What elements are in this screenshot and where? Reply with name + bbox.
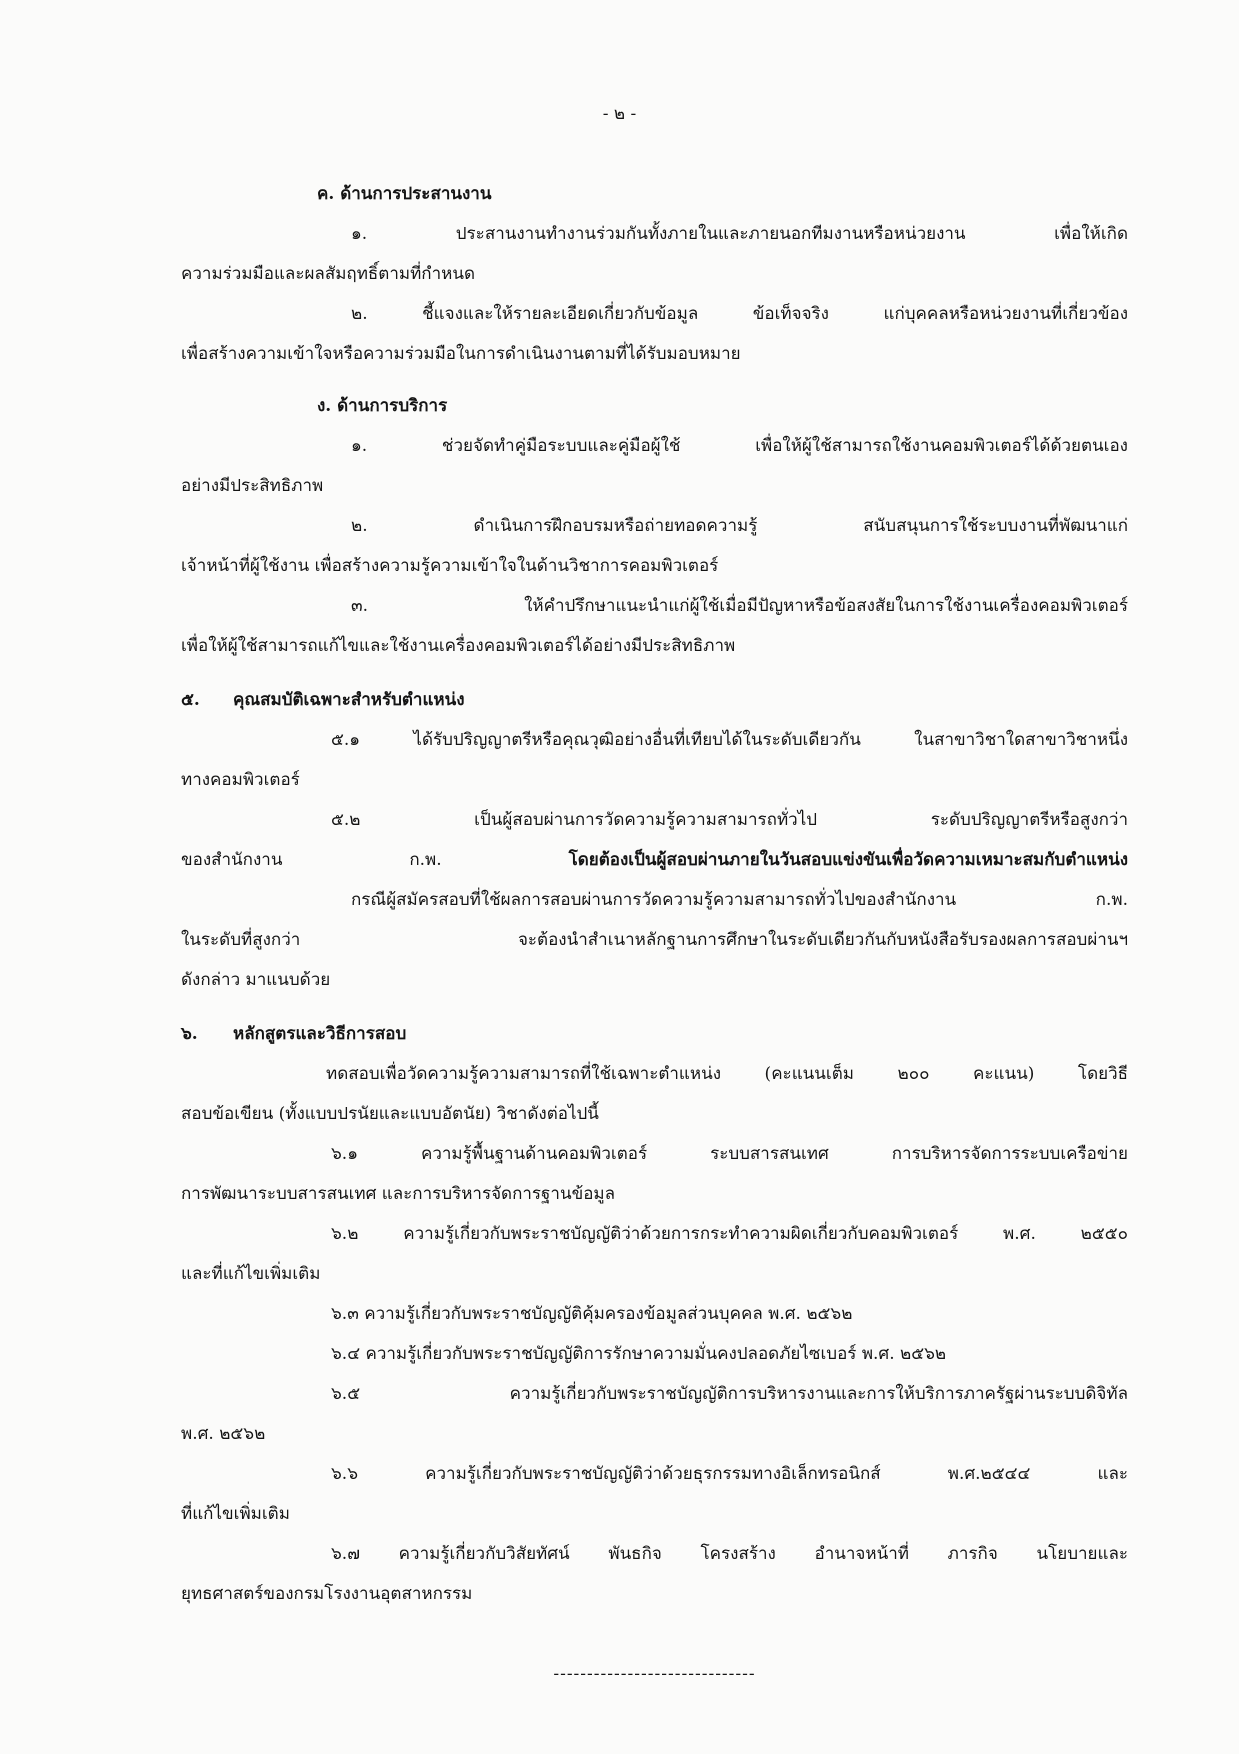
- section-6-item-6-line-2: ที่แก้ไขเพิ่มเติม: [181, 1504, 290, 1524]
- section-6-item-2-line-2: และที่แก้ไขเพิ่มเติม: [181, 1264, 321, 1284]
- section-5-item-2-line-2: [181, 840, 1128, 880]
- section-d-item-2-line-2: เจ้าหน้าที่ผู้ใช้งาน เพื่อสร้างความรู้ความเข้าใจในด้านวิชาการคอมพิวเตอร์: [181, 556, 719, 576]
- section-c-item-2-line-1: ๒. ชี้แจงและให้รายละเอียดเกี่ยวกับข้อมูล ข้อเท็จจริง แก่บุคคลหรือหน่วยงานที่เกี่ยวข้อง: [351, 304, 1128, 324]
- section-c-heading: ค. ด้านการประสานงาน: [317, 184, 492, 204]
- section-5-item-1-line-2: ทางคอมพิวเตอร์: [181, 770, 300, 790]
- section-5-title: คุณสมบัติเฉพาะสำหรับตำแหน่ง: [233, 690, 465, 710]
- section-6-item-7-line-2: ยุทธศาสตร์ของกรมโรงงานอุตสาหกรรม: [181, 1584, 473, 1604]
- section-5-number: ๕.: [181, 690, 200, 710]
- section-6-item-1-line-1: ๖.๑ ความรู้พื้นฐานด้านคอมพิวเตอร์ ระบบสารสนเทศ การบริหารจัดการระบบเครือข่าย: [331, 1144, 1128, 1164]
- section-5-item-1-line-1: ๕.๑ ได้รับปริญญาตรีหรือคุณวุฒิอย่างอื่นที่เทียบได้ในระดับเดียวกัน ในสาขาวิชาใดสาขาวิชาหนึ่ง: [331, 730, 1128, 750]
- section-6-item-1-line-2: การพัฒนาระบบสารสนเทศ และการบริหารจัดการฐานข้อมูล: [181, 1184, 616, 1204]
- section-d-item-1-line-1: ๑. ช่วยจัดทำคู่มือระบบและคู่มือผู้ใช้ เพื่อให้ผู้ใช้สามารถใช้งานคอมพิวเตอร์ได้ด้วยตนเอง: [351, 436, 1128, 456]
- section-6-item-7-line-1: ๖.๗ ความรู้เกี่ยวกับวิสัยทัศน์ พันธกิจ โครงสร้าง อำนาจหน้าที่ ภารกิจ นโยบายและ: [331, 1544, 1128, 1564]
- section-d-item-2-line-1: ๒. ดำเนินการฝึกอบรมหรือถ่ายทอดความรู้ สนับสนุนการใช้ระบบงานที่พัฒนาแก่: [351, 516, 1128, 536]
- section-6-item-5-line-1: ๖.๕ ความรู้เกี่ยวกับพระราชบัญญัติการบริหารงานและการให้บริการภาครัฐผ่านระบบดิจิทัล: [331, 1384, 1128, 1404]
- section-5-note-line-1: กรณีผู้สมัครสอบที่ใช้ผลการสอบผ่านการวัดความรู้ความสามารถทั่วไปของสำนักงาน ก.พ.: [351, 890, 1128, 910]
- section-6-item-6-line-1: ๖.๖ ความรู้เกี่ยวกับพระราชบัญญัติว่าด้วยธุรกรรมทางอิเล็กทรอนิกส์ พ.ศ.๒๕๔๔ และ: [331, 1464, 1128, 1484]
- section-6-title: หลักสูตรและวิธีการสอบ: [233, 1024, 407, 1044]
- section-5-item-2-line-1: ๕.๒ เป็นผู้สอบผ่านการวัดความรู้ความสามารถทั่วไป ระดับปริญญาตรีหรือสูงกว่า: [331, 810, 1128, 830]
- section-d-item-3-line-2: เพื่อให้ผู้ใช้สามารถแก้ไขและใช้งานเครื่องคอมพิวเตอร์ได้อย่างมีประสิทธิภาพ: [181, 636, 736, 656]
- section-d-item-3-line-1: ๓. ให้คำปรึกษาแนะนำแก่ผู้ใช้เมื่อมีปัญหาหรือข้อสงสัยในการใช้งานเครื่องคอมพิวเตอร์: [351, 596, 1128, 616]
- section-6-heading: [181, 1014, 1128, 1054]
- section-5-note-line-3: ดังกล่าว มาแนบด้วย: [181, 970, 331, 990]
- section-6-number: ๖.: [181, 1024, 198, 1044]
- end-divider: ------------------------------: [553, 1664, 756, 1684]
- section-6-intro-line-2: สอบข้อเขียน (ทั้งแบบปรนัยและแบบอัตนัย) วิชาดังต่อไปนี้: [181, 1104, 599, 1124]
- section-5-item-2-plain: ของสำนักงาน ก.พ.: [181, 850, 569, 870]
- section-5-note-line-2: ในระดับที่สูงกว่า จะต้องนำสำเนาหลักฐานการศึกษาในระดับเดียวกันกับหนังสือรับรองผลการสอบผ่านฯ: [181, 930, 1128, 950]
- section-5-item-2-bold: โดยต้องเป็นผู้สอบผ่านภายในวันสอบแข่งขันเพื่อวัดความเหมาะสมกับตำแหน่ง: [568, 850, 1128, 870]
- section-d-heading: ง. ด้านการบริการ: [317, 396, 448, 416]
- page-number: - ๒ -: [602, 104, 637, 124]
- section-6-item-4: ๖.๔ ความรู้เกี่ยวกับพระราชบัญญัติการรักษาความมั่นคงปลอดภัยไซเบอร์ พ.ศ. ๒๕๖๒: [331, 1344, 947, 1364]
- section-6-item-2-line-1: ๖.๒ ความรู้เกี่ยวกับพระราชบัญญัติว่าด้วยการกระทำความผิดเกี่ยวกับคอมพิวเตอร์ พ.ศ. ๒๕๕๐: [331, 1224, 1128, 1244]
- document-body: [181, 170, 1128, 1694]
- section-6-item-5-line-2: พ.ศ. ๒๕๖๒: [181, 1424, 266, 1444]
- section-c-item-1-line-1: ๑. ประสานงานทำงานร่วมกันทั้งภายในและภายนอกทีมงานหรือหน่วยงาน เพื่อให้เกิด: [351, 224, 1128, 244]
- section-5-heading: [181, 680, 1128, 720]
- section-c-item-2-line-2: เพื่อสร้างความเข้าใจหรือความร่วมมือในการดำเนินงานตามที่ได้รับมอบหมาย: [181, 344, 741, 364]
- section-6-item-3: ๖.๓ ความรู้เกี่ยวกับพระราชบัญญัติคุ้มครองข้อมูลส่วนบุคคล พ.ศ. ๒๕๖๒: [331, 1304, 853, 1324]
- section-d-item-1-line-2: อย่างมีประสิทธิภาพ: [181, 476, 324, 496]
- section-c-item-1-line-2: ความร่วมมือและผลสัมฤทธิ์ตามที่กำหนด: [181, 264, 476, 284]
- section-6-intro-line-1: ทดสอบเพื่อวัดความรู้ความสามารถที่ใช้เฉพาะตำแหน่ง (คะแนนเต็ม ๒๐๐ คะแนน) โดยวิธี: [326, 1064, 1128, 1084]
